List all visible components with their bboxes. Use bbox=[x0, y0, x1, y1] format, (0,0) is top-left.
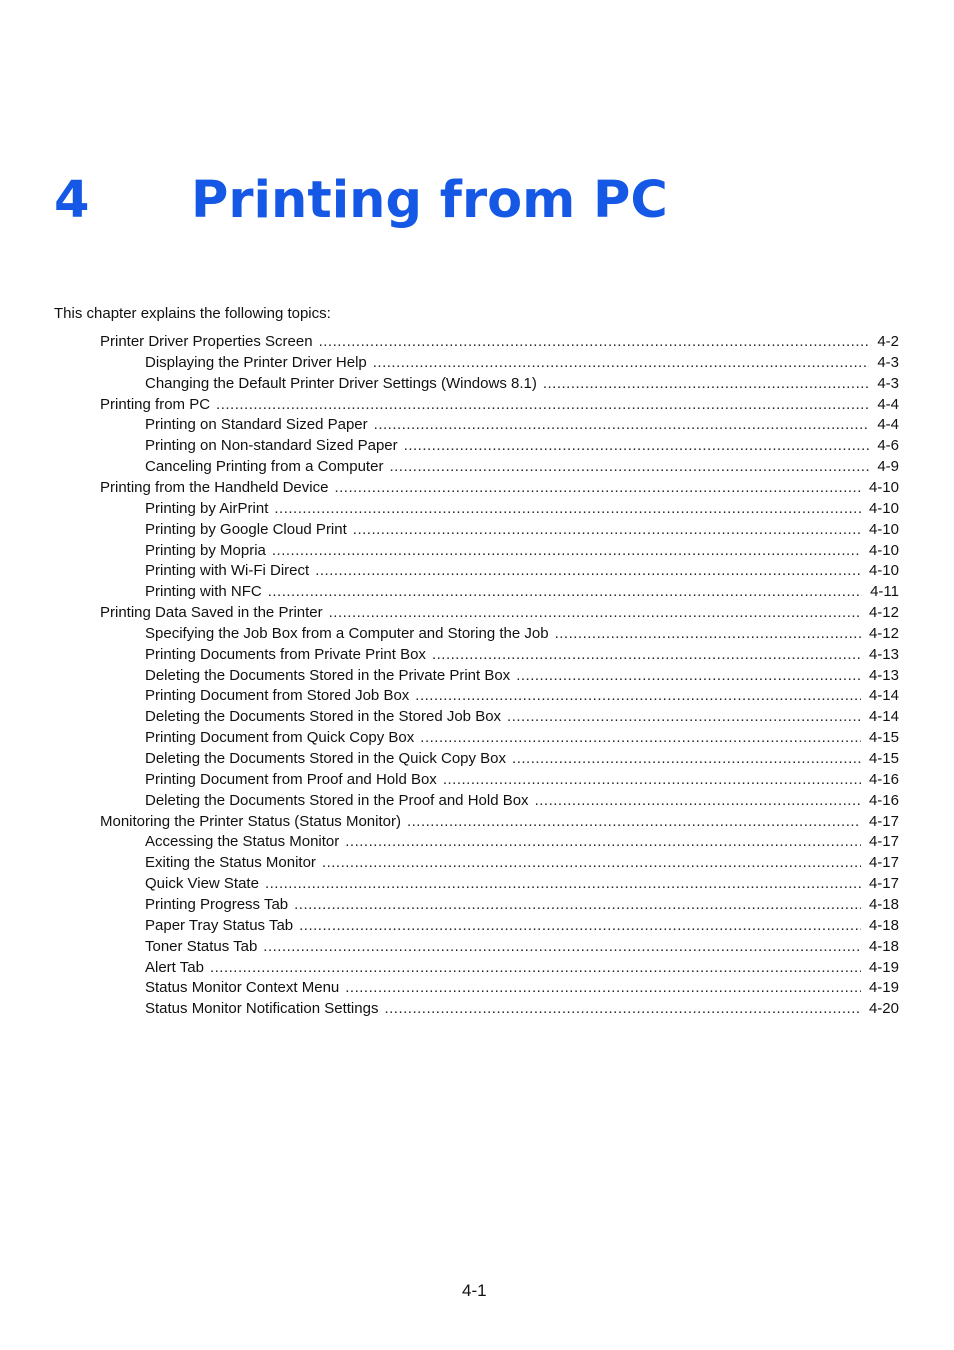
toc-entry[interactable] bbox=[145, 998, 899, 1019]
toc-entry[interactable] bbox=[145, 748, 899, 769]
toc-entry[interactable] bbox=[145, 519, 899, 540]
toc-entry-title: Deleting the Documents Stored in the Private Print Box bbox=[145, 666, 511, 684]
toc-entry-page: 4-11 bbox=[870, 583, 899, 601]
toc-dot-leader bbox=[516, 665, 861, 686]
toc-entry-title: Exiting the Status Monitor bbox=[145, 854, 316, 872]
toc-entry-title: Deleting the Documents Stored in the Stored Job Box bbox=[145, 708, 502, 726]
toc-entry-title: Printing by Mopria bbox=[145, 541, 266, 559]
toc-entry-page: 4-17 bbox=[868, 875, 899, 893]
toc-entry-page: 4-10 bbox=[868, 499, 899, 517]
toc-entry[interactable] bbox=[145, 665, 899, 686]
toc-entry[interactable] bbox=[145, 540, 899, 561]
toc-entry-page: 4-18 bbox=[868, 937, 899, 955]
toc-entry[interactable] bbox=[145, 769, 899, 790]
toc-entry[interactable] bbox=[100, 331, 899, 352]
toc-dot-leader bbox=[319, 331, 870, 352]
toc-entry-page: 4-9 bbox=[877, 458, 899, 476]
toc-entry[interactable] bbox=[145, 873, 899, 894]
toc-entry[interactable] bbox=[145, 977, 899, 998]
toc-entry-title: Printing on Non-standard Sized Paper bbox=[145, 437, 398, 455]
toc-entry[interactable] bbox=[145, 727, 899, 748]
toc-dot-leader bbox=[443, 769, 861, 790]
toc-entry-title: Status Monitor Notification Settings bbox=[145, 1000, 379, 1018]
toc-entry-page: 4-18 bbox=[868, 916, 899, 934]
toc-entry-page: 4-3 bbox=[877, 353, 899, 371]
toc-dot-leader bbox=[322, 852, 861, 873]
toc-entry[interactable] bbox=[145, 706, 899, 727]
toc-entry-title: Printing Document from Proof and Hold Box bbox=[145, 770, 437, 788]
toc-dot-leader bbox=[315, 560, 861, 581]
toc-dot-leader bbox=[345, 977, 861, 998]
toc-entry-title: Printing from PC bbox=[100, 395, 211, 413]
toc-entry[interactable] bbox=[145, 644, 899, 665]
toc-dot-leader bbox=[384, 998, 861, 1019]
toc-entry-page: 4-18 bbox=[868, 895, 899, 913]
toc-dot-leader bbox=[272, 540, 861, 561]
toc-entry-page: 4-17 bbox=[868, 812, 899, 830]
toc-dot-leader bbox=[374, 414, 870, 435]
toc-dot-leader bbox=[373, 352, 870, 373]
toc-entry-title: Printing on Standard Sized Paper bbox=[145, 416, 368, 434]
toc-entry-title: Toner Status Tab bbox=[145, 937, 258, 955]
toc-entry[interactable] bbox=[145, 435, 899, 456]
toc-entry-page: 4-12 bbox=[868, 604, 899, 622]
toc-dot-leader bbox=[265, 873, 861, 894]
toc-dot-leader bbox=[535, 790, 861, 811]
toc-entry-title: Printing Document from Quick Copy Box bbox=[145, 729, 415, 747]
toc-dot-leader bbox=[216, 394, 869, 415]
toc-entry-title: Deleting the Documents Stored in the Proof and Hold Box bbox=[145, 791, 529, 809]
toc-entry-title: Monitoring the Printer Status (Status Monitor) bbox=[100, 812, 401, 830]
toc-entry-page: 4-15 bbox=[868, 750, 899, 767]
toc-entry-title: Displaying the Printer Driver Help bbox=[145, 353, 367, 371]
toc-entry-page: 4-20 bbox=[868, 1000, 899, 1018]
chapter-number: 4 bbox=[54, 171, 90, 230]
toc-entry[interactable] bbox=[145, 456, 899, 477]
toc-dot-leader bbox=[268, 581, 862, 602]
toc-entry-page: 4-13 bbox=[868, 666, 899, 684]
toc-entry-title: Changing the Default Printer Driver Settings (Windows 8.1) bbox=[145, 374, 537, 392]
toc-entry[interactable] bbox=[100, 394, 899, 415]
toc-entry-title: Printing Document from Stored Job Box bbox=[145, 687, 410, 705]
toc-entry-title: Printing Data Saved in the Printer bbox=[100, 604, 323, 622]
toc-entry-page: 4-10 bbox=[868, 562, 899, 580]
toc-dot-leader bbox=[407, 811, 861, 832]
toc-entry-title: Printer Driver Properties Screen bbox=[100, 333, 313, 350]
toc-entry[interactable] bbox=[145, 623, 899, 644]
toc-dot-leader bbox=[512, 748, 861, 769]
toc-entry[interactable] bbox=[145, 831, 899, 852]
toc-entry-title: Deleting the Documents Stored in the Quick Copy Box bbox=[145, 750, 507, 767]
toc-entry-page: 4-13 bbox=[868, 645, 899, 663]
toc-dot-leader bbox=[329, 602, 861, 623]
toc-dot-leader bbox=[299, 915, 861, 936]
toc-entry-page: 4-15 bbox=[868, 729, 899, 747]
toc-entry-title: Specifying the Job Box from a Computer and Storing the Job bbox=[145, 624, 549, 642]
toc-entry[interactable] bbox=[100, 477, 899, 498]
toc-entry[interactable] bbox=[100, 811, 899, 832]
toc-entry-page: 4-6 bbox=[877, 437, 899, 455]
toc-entry-page: 4-10 bbox=[868, 478, 899, 496]
toc-dot-leader bbox=[263, 936, 861, 957]
toc-entry-title: Accessing the Status Monitor bbox=[145, 833, 340, 851]
toc-dot-leader bbox=[389, 456, 869, 477]
page-number: 4-1 bbox=[462, 1281, 487, 1300]
toc-entry-page: 4-12 bbox=[868, 624, 899, 642]
toc-dot-leader bbox=[274, 498, 861, 519]
toc-entry-page: 4-10 bbox=[868, 520, 899, 538]
toc-dot-leader bbox=[334, 477, 861, 498]
toc-entry-title: Canceling Printing from a Computer bbox=[145, 458, 384, 476]
toc-dot-leader bbox=[345, 831, 861, 852]
chapter-header bbox=[54, 166, 914, 236]
toc-entry-page: 4-17 bbox=[868, 833, 899, 851]
toc-entry-title: Printing by Google Cloud Print bbox=[145, 520, 347, 538]
toc-entry-page: 4-19 bbox=[868, 979, 899, 997]
toc-entry[interactable] bbox=[145, 685, 899, 706]
toc-entry-title: Printing with Wi-Fi Direct bbox=[145, 562, 310, 580]
toc-dot-leader bbox=[353, 519, 861, 540]
toc-entry[interactable] bbox=[145, 498, 899, 519]
toc-dot-leader bbox=[210, 957, 861, 978]
toc-entry-page: 4-2 bbox=[877, 333, 899, 350]
toc-dot-leader bbox=[294, 894, 861, 915]
toc-dot-leader bbox=[420, 727, 861, 748]
toc-entry-page: 4-10 bbox=[868, 541, 899, 559]
toc-dot-leader bbox=[432, 644, 861, 665]
toc-entry[interactable] bbox=[145, 790, 899, 811]
toc-entry-page: 4-14 bbox=[868, 687, 899, 705]
toc-entry-title: Paper Tray Status Tab bbox=[145, 916, 294, 934]
toc-entry-page: 4-17 bbox=[868, 854, 899, 872]
toc-entry[interactable] bbox=[145, 581, 899, 602]
toc-entry-title: Alert Tab bbox=[145, 958, 204, 976]
toc-entry[interactable] bbox=[145, 352, 899, 373]
toc-entry[interactable] bbox=[145, 936, 899, 957]
toc-entry-title: Status Monitor Context Menu bbox=[145, 979, 340, 997]
toc-dot-leader bbox=[555, 623, 861, 644]
toc-entry-page: 4-16 bbox=[868, 791, 899, 809]
toc-entry[interactable] bbox=[145, 915, 899, 936]
toc-entry[interactable] bbox=[145, 894, 899, 915]
toc-entry-page: 4-4 bbox=[877, 416, 899, 434]
toc-entry-title: Printing by AirPrint bbox=[145, 499, 269, 517]
toc-dot-leader bbox=[404, 435, 870, 456]
chapter-title: Printing from PC bbox=[191, 171, 668, 230]
toc-entry-title: Quick View State bbox=[145, 875, 259, 893]
toc-entry-page: 4-3 bbox=[877, 374, 899, 392]
toc-dot-leader bbox=[507, 706, 861, 727]
toc-entry[interactable] bbox=[145, 414, 899, 435]
toc-entry-page: 4-4 bbox=[877, 395, 899, 413]
toc-entry-page: 4-14 bbox=[868, 708, 899, 726]
toc-entry-title: Printing Documents from Private Print Box bbox=[145, 645, 426, 663]
toc-entry-page: 4-19 bbox=[868, 958, 899, 976]
toc-entry[interactable] bbox=[145, 560, 899, 581]
toc-entry-title: Printing from the Handheld Device bbox=[100, 478, 329, 496]
toc-entry-title: Printing with NFC bbox=[145, 583, 262, 601]
toc-dot-leader bbox=[543, 373, 869, 394]
toc-dot-leader bbox=[415, 685, 861, 706]
toc-entry[interactable] bbox=[145, 373, 899, 394]
toc-entry[interactable] bbox=[145, 852, 899, 873]
toc-entry-page: 4-16 bbox=[868, 770, 899, 788]
intro-text: This chapter explains the following topics: bbox=[54, 305, 331, 322]
toc-entry[interactable] bbox=[145, 957, 899, 978]
toc-entry-title: Printing Progress Tab bbox=[145, 895, 289, 913]
toc-entry[interactable] bbox=[100, 602, 899, 623]
